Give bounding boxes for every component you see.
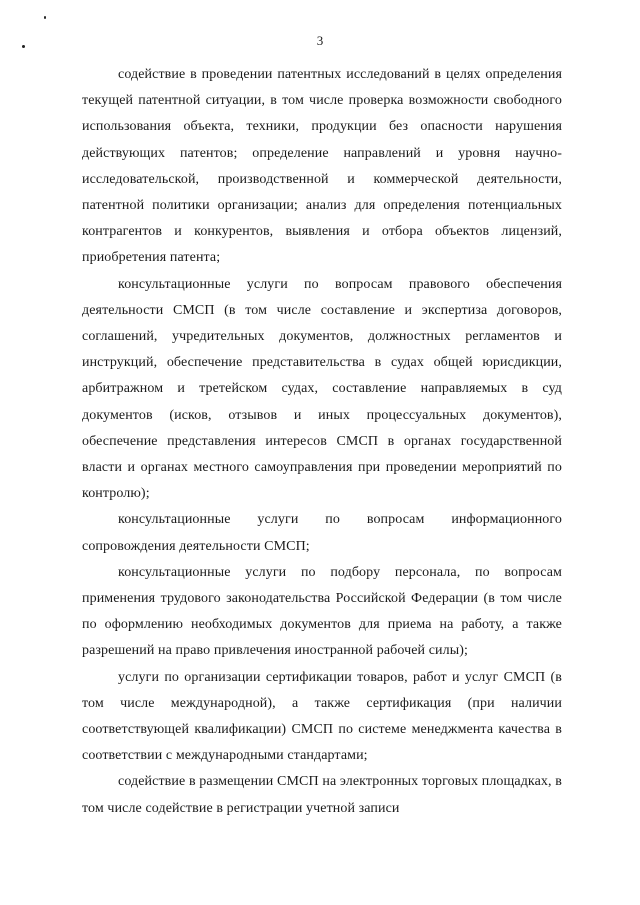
document-body	[82, 62, 562, 822]
paragraph-certification: услуги по организации сертификации товаров, работ и услуг СМСП (в том числе международной), а также сертификация (при наличии соответствующей квалификации) СМСП по системе менеджмента качества в соответствии с международными стандартами;	[82, 669, 562, 764]
page-number: 3	[316, 33, 324, 48]
scan-speck	[44, 16, 46, 19]
paragraph-electronic-trading: содействие в размещении СМСП на электронных торговых площадках, в том числе содействие в регистрации учетной записи	[82, 774, 562, 816]
paragraph-patent-research: содействие в проведении патентных исследований в целях определения текущей патентной ситуации, в том числе проверка возможности свободного использования объекта, техники, продукции без опасности нарушения действующих патентов; определение направлений и уровня научно-исследовательской, производственной и коммерческой деятельности, патентной политики организации; анализ для определения потенциальных контрагентов и конкурентов, выявления и отбора объектов лицензий, приобретения патента;	[82, 67, 562, 266]
paragraph-legal-consulting: консультационные услуги по вопросам правового обеспечения деятельности СМСП (в том числе составление и экспертиза договоров, соглашений, учредительных документов, должностных регламентов и инструкций, обеспечение представительства в судах общей юрисдикции, арбитражном и третейском судах, составление направляемых в суд документов (исков, отзывов и иных процессуальных документов), обеспечение представления интересов СМСП в органах государственной власти и органах местного самоуправления при проведении мероприятий по контролю);	[82, 276, 562, 502]
paragraph-personnel-consulting: консультационные услуги по подбору персонала, по вопросам применения трудового законодательства Российской Федерации (в том числе по оформлению необходимых документов для приема на работу, а также разрешений на право привлечения иностранной рабочей силы);	[82, 564, 562, 659]
paragraph-information-support: консультационные услуги по вопросам информационного сопровождения деятельности СМСП;	[82, 512, 562, 554]
